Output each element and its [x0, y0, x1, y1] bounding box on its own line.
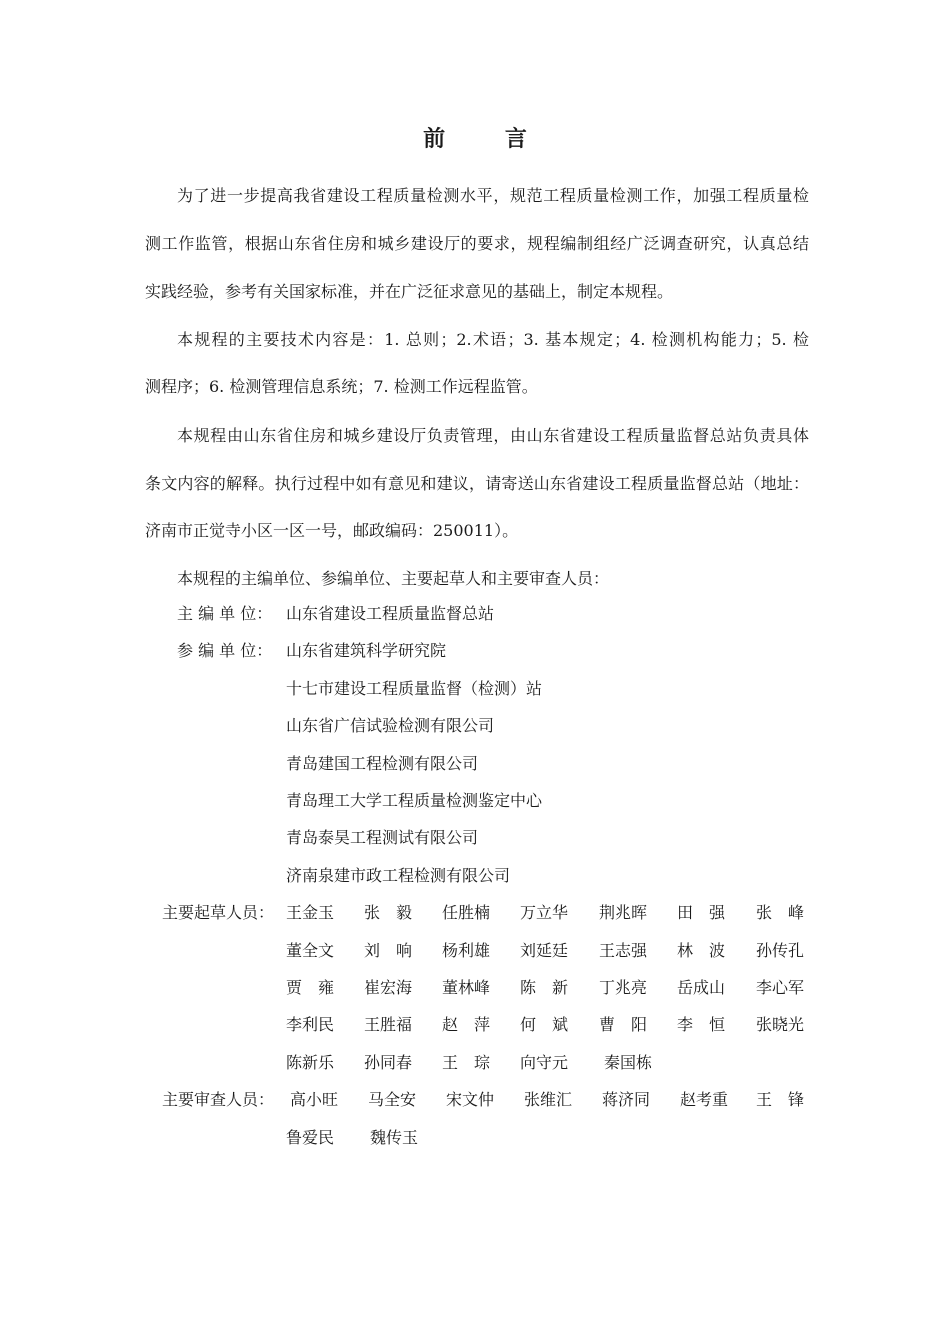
reviewer-name: 宋文仲	[446, 1090, 495, 1109]
drafter-name: 陈新乐	[286, 1053, 335, 1072]
drafter-name: 李 恒	[677, 1015, 726, 1034]
reviewers-row-2	[286, 1126, 826, 1150]
paragraph-1-line-1: 为了进一步提高我省建设工程质量检测水平，规范工程质量检测工作，加强工程质量检	[177, 186, 809, 205]
drafter-name: 杨利雄	[442, 941, 491, 960]
drafter-name: 董林峰	[442, 978, 491, 997]
chief-unit-label: 主 编 单 位：	[177, 604, 273, 623]
drafters-label: 主要起草人员：	[162, 903, 275, 922]
drafter-name: 陈 新	[520, 978, 569, 997]
chief-unit-value: 山东省建设工程质量监督总站	[286, 604, 495, 623]
drafter-name: 田 强	[677, 903, 726, 922]
drafter-name: 张 峰	[756, 903, 805, 922]
reviewers-label: 主要审查人员：	[162, 1090, 275, 1109]
reviewer-name: 赵考重	[680, 1090, 729, 1109]
participating-unit: 青岛泰昊工程测试有限公司	[286, 828, 479, 847]
drafter-name: 林 波	[677, 941, 726, 960]
drafter-name: 张晓光	[756, 1015, 805, 1034]
paragraph-1-line-3: 实践经验，参考有关国家标准，并在广泛征求意见的基础上，制定本规程。	[145, 282, 674, 301]
drafters-row-1	[286, 901, 826, 925]
drafter-name: 王胜福	[364, 1015, 413, 1034]
drafter-name: 岳成山	[677, 978, 726, 997]
drafter-name: 赵 萍	[442, 1015, 491, 1034]
reviewer-name: 魏传玉	[370, 1128, 419, 1147]
drafter-name: 丁兆亮	[599, 978, 648, 997]
participating-unit: 十七市建设工程质量监督（检测）站	[286, 679, 543, 698]
drafter-name: 刘 响	[364, 941, 413, 960]
paragraph-2-line-2: 测程序；6. 检测管理信息系统；7. 检测工作远程监管。	[145, 377, 538, 396]
drafter-name: 张 毅	[364, 903, 413, 922]
drafter-name: 曹 阳	[599, 1015, 648, 1034]
drafter-name: 秦国栋	[604, 1053, 653, 1072]
drafter-name: 孙传孔	[756, 941, 805, 960]
paragraph-3-line-2: 条文内容的解释。执行过程中如有意见和建议，请寄送山东省建设工程质量监督总站（地址：	[145, 474, 809, 493]
reviewer-name: 张维汇	[524, 1090, 573, 1109]
drafter-name: 李利民	[286, 1015, 335, 1034]
reviewer-name: 鲁爱民	[286, 1128, 335, 1147]
drafter-name: 贾 雍	[286, 978, 335, 997]
drafter-name: 王志强	[599, 941, 648, 960]
drafter-name: 孙同春	[364, 1053, 413, 1072]
paragraph-3-line-3: 济南市正觉寺小区一区一号，邮政编码：250011）。	[145, 521, 519, 540]
drafter-name: 万立华	[520, 903, 569, 922]
participating-unit: 山东省建筑科学研究院	[286, 641, 447, 660]
drafter-name: 何 斌	[520, 1015, 569, 1034]
drafter-name: 董全文	[286, 941, 335, 960]
drafter-name: 向守元	[520, 1053, 569, 1072]
drafter-name: 任胜楠	[442, 903, 491, 922]
reviewer-name: 高小旺	[290, 1090, 339, 1109]
drafter-name: 荆兆晖	[599, 903, 648, 922]
reviewer-name: 王 锋	[756, 1090, 805, 1109]
drafters-row-3	[286, 976, 826, 1000]
paragraph-1-line-2: 测工作监管，根据山东省住房和城乡建设厅的要求，规程编制组经广泛调查研究，认真总结	[145, 234, 809, 253]
drafter-name: 王 琮	[442, 1053, 491, 1072]
drafters-row-2	[286, 939, 826, 963]
drafters-row-4	[286, 1013, 826, 1037]
paragraph-3-line-1: 本规程由山东省住房和城乡建设厅负责管理，由山东省建设工程质量监督总站负责具体	[177, 426, 809, 445]
drafter-name: 刘延廷	[520, 941, 569, 960]
paragraph-2-line-1: 本规程的主要技术内容是：1. 总则；2.术语；3. 基本规定；4. 检测机构能力；5. 检	[177, 330, 809, 349]
participating-unit: 山东省广信试验检测有限公司	[286, 716, 495, 735]
reviewer-name: 马全安	[368, 1090, 417, 1109]
drafter-name: 李心军	[756, 978, 805, 997]
reviewers-row-1	[286, 1088, 826, 1112]
drafter-name: 王金玉	[286, 903, 335, 922]
participating-unit: 青岛理工大学工程质量检测鉴定中心	[286, 791, 543, 810]
reviewer-name: 蒋济同	[602, 1090, 651, 1109]
participating-unit: 济南泉建市政工程检测有限公司	[286, 866, 511, 885]
participating-unit: 青岛建国工程检测有限公司	[286, 754, 479, 773]
page-title: 前 言	[423, 126, 553, 152]
drafters-row-5	[286, 1051, 826, 1075]
drafter-name: 崔宏海	[364, 978, 413, 997]
participating-units-label: 参 编 单 位：	[177, 641, 273, 660]
units-intro: 本规程的主编单位、参编单位、主要起草人和主要审查人员：	[177, 569, 610, 588]
